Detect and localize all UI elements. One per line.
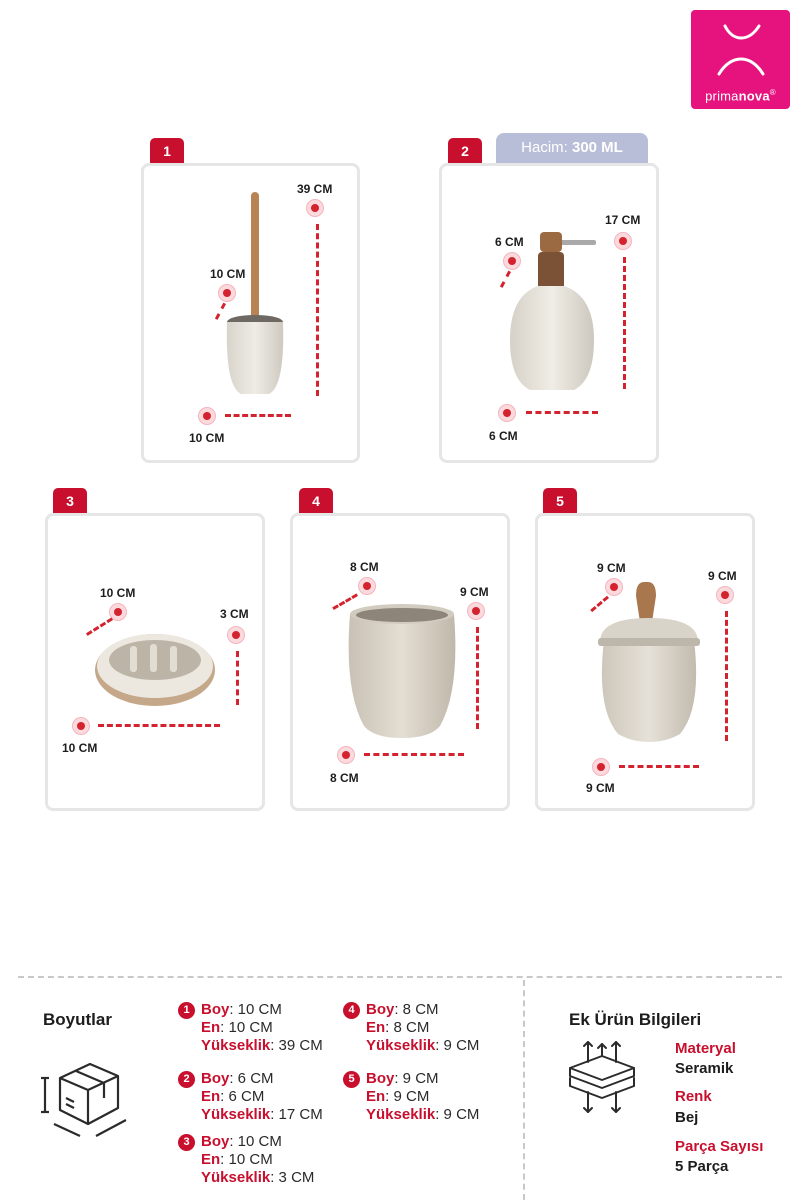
- brand-pre: prima: [705, 88, 739, 104]
- soap-dish-image: [90, 628, 220, 713]
- spec-row-en: [201, 1088, 323, 1106]
- spec-value: : 6 CM: [229, 1070, 274, 1087]
- spec-key: Boy: [201, 1070, 230, 1087]
- brand-logo: [691, 10, 790, 109]
- color-key: Renk: [675, 1088, 712, 1105]
- spec-row-yukseklik: [201, 1106, 323, 1124]
- dim-label-1-depth: 10 CM: [210, 267, 246, 281]
- dim-label-5-height: 9 CM: [708, 569, 737, 583]
- pin-1-depth: [218, 284, 236, 302]
- spec-key: Boy: [201, 1001, 230, 1018]
- spec-block-5: [366, 1070, 479, 1124]
- dim-label-4-width: 8 CM: [330, 771, 359, 785]
- spec-key: Boy: [366, 1070, 395, 1087]
- dash-5-width: [619, 765, 699, 768]
- spec-row-boy: [366, 1001, 479, 1019]
- spec-key: En: [201, 1088, 221, 1105]
- material-key: Materyal: [675, 1040, 736, 1057]
- dash-1-height: [316, 224, 319, 396]
- tumbler-image: [344, 600, 460, 740]
- dim-label-2-width: 6 CM: [489, 429, 518, 443]
- pin-2-height: [614, 232, 632, 250]
- section-divider: [18, 976, 782, 978]
- card-number-3: 3: [53, 488, 87, 514]
- pin-4-height: [467, 602, 485, 620]
- spec-row-yukseklik: [201, 1037, 323, 1055]
- spec-row-boy: [366, 1070, 479, 1088]
- dim-label-1-height: 39 CM: [297, 182, 333, 196]
- volume-badge: [496, 133, 648, 163]
- pin-5-depth: [605, 578, 623, 596]
- spec-key: En: [201, 1019, 221, 1036]
- spec-block-2: [201, 1070, 323, 1124]
- spec-badge-2: 2: [178, 1071, 195, 1088]
- pin-3-width: [72, 717, 90, 735]
- spec-row-en: [366, 1088, 479, 1106]
- dim-label-3-width: 10 CM: [62, 741, 98, 755]
- spec-row-boy: [201, 1133, 314, 1151]
- material-layers-icon: [566, 1038, 638, 1116]
- spec-row-en: [201, 1151, 314, 1169]
- dim-label-3-height: 3 CM: [220, 607, 249, 621]
- column-divider: [523, 980, 525, 1200]
- dash-1-width: [225, 414, 291, 417]
- brand-post: nova: [738, 88, 770, 104]
- spec-badge-4: 4: [343, 1002, 360, 1019]
- pin-3-height: [227, 626, 245, 644]
- dim-label-5-depth: 9 CM: [597, 561, 626, 575]
- spec-block-3: [201, 1133, 314, 1187]
- spec-key: Yükseklik: [366, 1037, 436, 1054]
- spec-key: En: [201, 1151, 221, 1168]
- spec-value: : 17 CM: [270, 1106, 323, 1123]
- dim-label-4-depth: 8 CM: [350, 560, 379, 574]
- spec-key: Yükseklik: [201, 1037, 271, 1054]
- card-number-4: 4: [299, 488, 333, 514]
- pin-2-width: [498, 404, 516, 422]
- brand-wordmark: [691, 88, 790, 103]
- dim-label-5-width: 9 CM: [586, 781, 615, 795]
- dash-3-width: [98, 724, 220, 727]
- dash-4-height: [476, 627, 479, 729]
- pieces-key: Parça Sayısı: [675, 1138, 764, 1155]
- spec-row-boy: [201, 1001, 323, 1019]
- pin-5-height: [716, 586, 734, 604]
- spec-row-boy: [201, 1070, 323, 1088]
- spec-row-en: [366, 1019, 479, 1037]
- pin-1-height: [306, 199, 324, 217]
- lidded-jar-image: [592, 578, 706, 746]
- spec-value: : 3 CM: [270, 1169, 315, 1186]
- spec-badge-5: 5: [343, 1071, 360, 1088]
- pieces-value: 5 Parça: [675, 1158, 729, 1175]
- card-number-2: 2: [448, 138, 482, 164]
- pin-1-width: [198, 407, 216, 425]
- spec-block-4: [366, 1001, 479, 1055]
- spec-value: : 10 CM: [220, 1019, 273, 1036]
- spec-row-en: [201, 1019, 323, 1037]
- spec-value: : 9 CM: [394, 1070, 439, 1087]
- pin-5-width: [592, 758, 610, 776]
- spec-value: : 8 CM: [385, 1019, 430, 1036]
- pin-2-top: [503, 252, 521, 270]
- brand-reg: ®: [769, 88, 776, 97]
- dash-4-width: [364, 753, 464, 756]
- spec-value: : 39 CM: [270, 1037, 323, 1054]
- material-value: Seramik: [675, 1060, 734, 1077]
- dim-label-1-width: 10 CM: [189, 431, 225, 445]
- pin-4-width: [337, 746, 355, 764]
- info-title: Ek Ürün Bilgileri: [569, 1010, 702, 1029]
- dash-5-height: [725, 611, 728, 741]
- spec-value: : 6 CM: [220, 1088, 265, 1105]
- dash-3-height: [236, 651, 239, 705]
- spec-value: : 9 CM: [435, 1037, 480, 1054]
- spec-badge-3: 3: [178, 1134, 195, 1151]
- spec-badge-1: 1: [178, 1002, 195, 1019]
- dim-label-2-height: 17 CM: [605, 213, 641, 227]
- spec-key: Yükseklik: [201, 1106, 271, 1123]
- spec-block-1: [201, 1001, 323, 1055]
- spec-key: En: [366, 1019, 386, 1036]
- card-number-1: 1: [150, 138, 184, 164]
- color-value: Bej: [675, 1109, 699, 1126]
- spec-value: : 9 CM: [435, 1106, 480, 1123]
- dash-2-width: [526, 411, 598, 414]
- spec-row-yukseklik: [366, 1106, 479, 1124]
- spec-value: : 9 CM: [385, 1088, 430, 1105]
- brand-mark-icon: [715, 24, 767, 76]
- spec-row-yukseklik: [201, 1169, 314, 1187]
- spec-key: Yükseklik: [366, 1106, 436, 1123]
- dash-2-height: [623, 257, 626, 389]
- spec-row-yukseklik: [366, 1037, 479, 1055]
- dimensions-title: Boyutlar: [43, 1010, 112, 1029]
- spec-value: : 8 CM: [394, 1001, 439, 1018]
- pin-4-depth: [358, 577, 376, 595]
- spec-key: Yükseklik: [201, 1169, 271, 1186]
- volume-value: 300 ML: [571, 139, 623, 156]
- spec-value: : 10 CM: [220, 1151, 273, 1168]
- spec-key: Boy: [201, 1133, 230, 1150]
- spec-value: : 10 CM: [229, 1001, 282, 1018]
- spec-key: Boy: [366, 1001, 395, 1018]
- card-number-5: 5: [543, 488, 577, 514]
- dim-label-4-height: 9 CM: [460, 585, 489, 599]
- spec-key: En: [366, 1088, 386, 1105]
- dim-label-2-top: 6 CM: [495, 235, 524, 249]
- volume-label: Hacim:: [521, 139, 568, 156]
- spec-value: : 10 CM: [229, 1133, 282, 1150]
- box-dimensions-icon: [40, 1058, 132, 1140]
- dim-label-3-depth: 10 CM: [100, 586, 136, 600]
